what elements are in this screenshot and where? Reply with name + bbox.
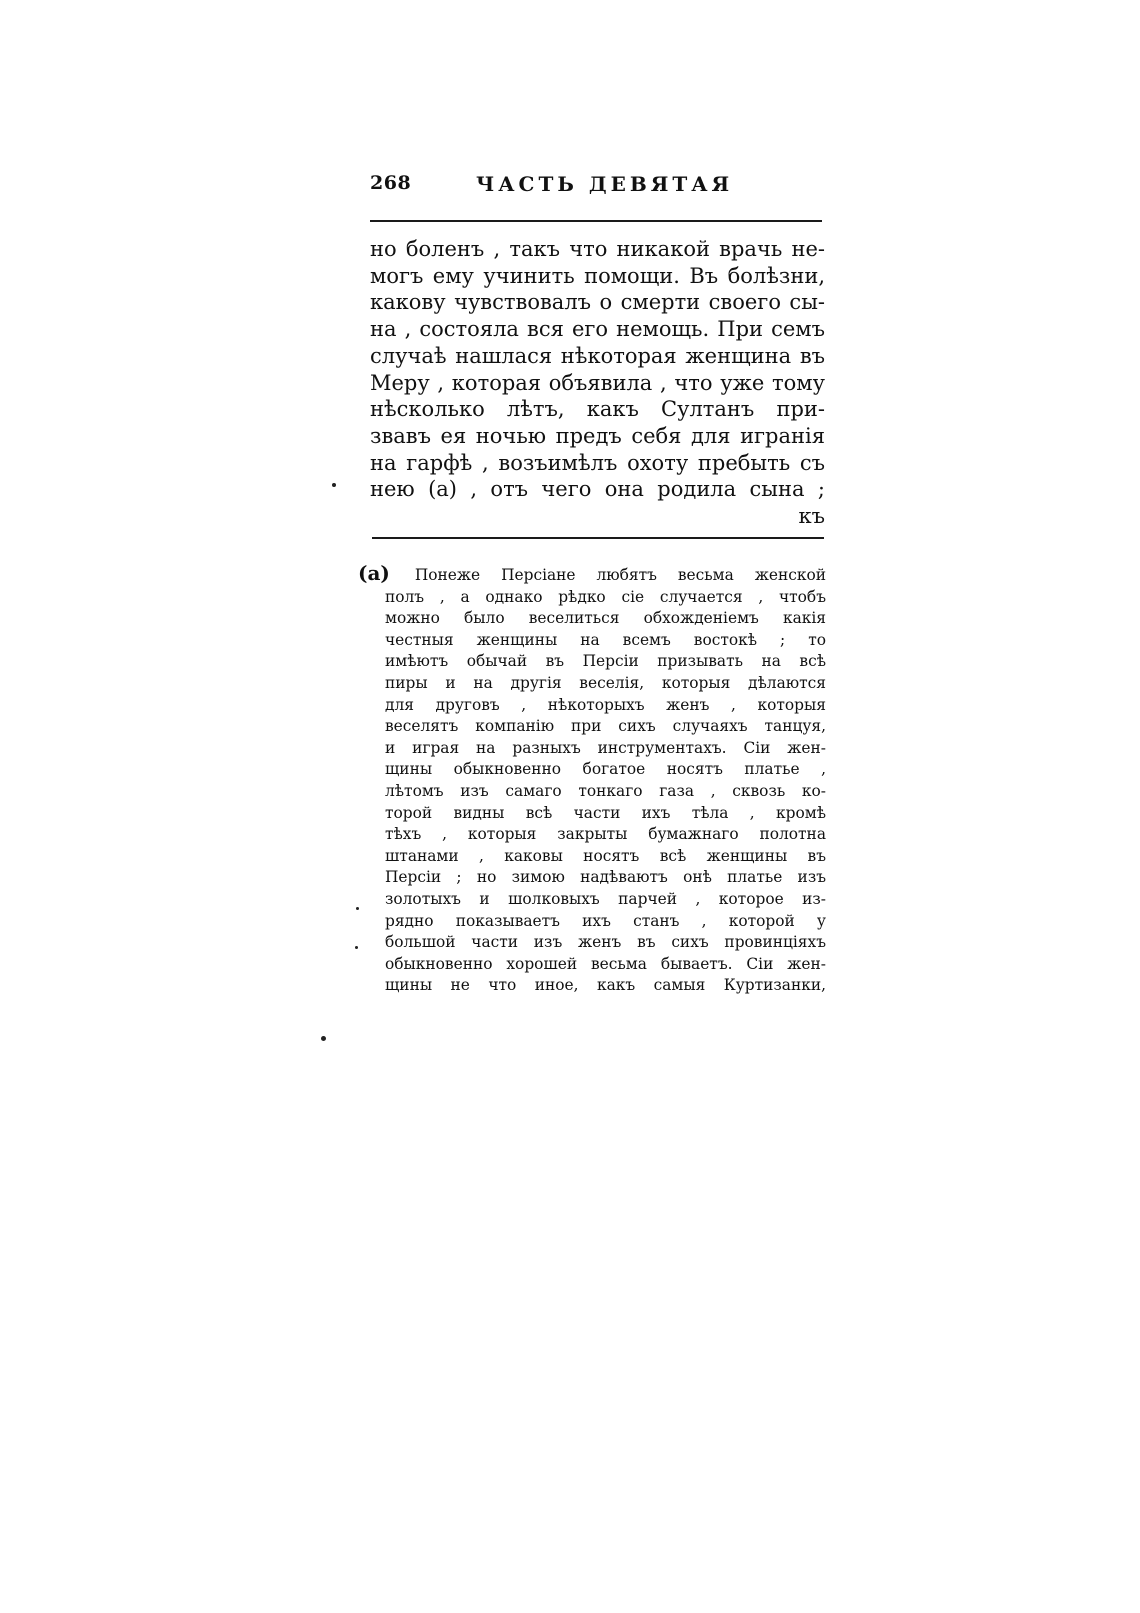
- footnote-line: для друговъ , нѣкоторыхъ женъ , которыя: [385, 695, 826, 714]
- text-line: на , состояла вся его немощь. При семъ: [370, 317, 825, 342]
- footnote-line: веселятъ компанію при сихъ случаяхъ танцуя,: [385, 717, 826, 736]
- running-title: ЧАСТЬ ДЕВЯТАЯ: [476, 172, 734, 196]
- footnote-marker: (a): [358, 561, 390, 585]
- footnote-line: можно было веселиться обхожденіемъ какія: [385, 609, 826, 628]
- footnote-line: лѣтомъ изъ самаго тонкаго газа , сквозь ко-: [385, 781, 826, 800]
- footnote-line: обыкновенно хорошей весьма бываетъ. Сіи жен-: [385, 954, 826, 973]
- text-line: Меру , которая объявила , что уже тому: [370, 370, 825, 395]
- header-rule: [370, 220, 822, 222]
- footnote-line: и играя на разныхъ инструментахъ. Сіи жен-: [385, 738, 826, 757]
- footnote-line-text: Понеже Персіане любятъ весьма женской: [414, 566, 826, 584]
- footnote-line: штанами , каковы носятъ всѣ женщины въ: [385, 846, 826, 865]
- footnote-line: [358, 563, 826, 587]
- footnote-line: имѣютъ обычай въ Персіи призывать на всѣ: [385, 652, 826, 671]
- text-line: могъ ему учинить помощи. Въ болѣзни,: [370, 263, 825, 288]
- text-line: какову чувствовалъ о смерти своего сы-: [370, 290, 825, 315]
- text-line: нѣсколько лѣтъ, какъ Султанъ при-: [370, 397, 825, 422]
- ink-speck: [321, 1036, 326, 1041]
- text-line: нею (a) , отъ чего она родила сына ;: [370, 477, 825, 502]
- footnote-line: щины не что иное, какъ самыя Куртизанки,: [385, 976, 826, 995]
- main-text: [370, 236, 825, 530]
- page-header: [370, 172, 830, 208]
- ink-speck: [332, 483, 336, 487]
- footnote-rule: [372, 537, 824, 539]
- footnote-line: большой части изъ женъ въ сихъ провинціяхъ: [385, 933, 826, 952]
- footnote-line: рядно показываетъ ихъ станъ , которой у: [385, 911, 826, 930]
- footnote-line: щины обыкновенно богатое носятъ платье ,: [385, 760, 826, 779]
- footnote-line: тѣхъ , которыя закрыты бумажнаго полотна: [385, 825, 826, 844]
- text-line: звавъ ея ночью предъ себя для игранія: [370, 423, 825, 448]
- footnote-line: пиры и на другія веселія, которыя дѣлаются: [385, 673, 826, 692]
- footnote-line: Персіи ; но зимою надѣваютъ онѣ платье изъ: [385, 868, 826, 887]
- text-line: но боленъ , такъ что никакой врачь не-: [370, 237, 825, 261]
- ink-speck: [356, 907, 359, 910]
- footnote-line: честныя женщины на всемъ востокѣ ; то: [385, 630, 826, 649]
- footnote: [358, 563, 826, 997]
- ink-speck: [355, 946, 358, 949]
- text-line: на гарфѣ , возъимѣлъ охоту пребыть съ: [370, 450, 825, 475]
- footnote-line: полъ , а однако рѣдко сіе случается , чтобъ: [385, 587, 826, 606]
- page-number: 268: [370, 172, 412, 194]
- text-line: случаѣ нашлася нѣкоторая женщина въ: [370, 343, 825, 368]
- footnote-line: торой видны всѣ части ихъ тѣла , кромѣ: [385, 803, 826, 822]
- catchword: къ: [798, 504, 825, 529]
- footnote-line: золотыхъ и шолковыхъ парчей , которое из-: [385, 889, 826, 908]
